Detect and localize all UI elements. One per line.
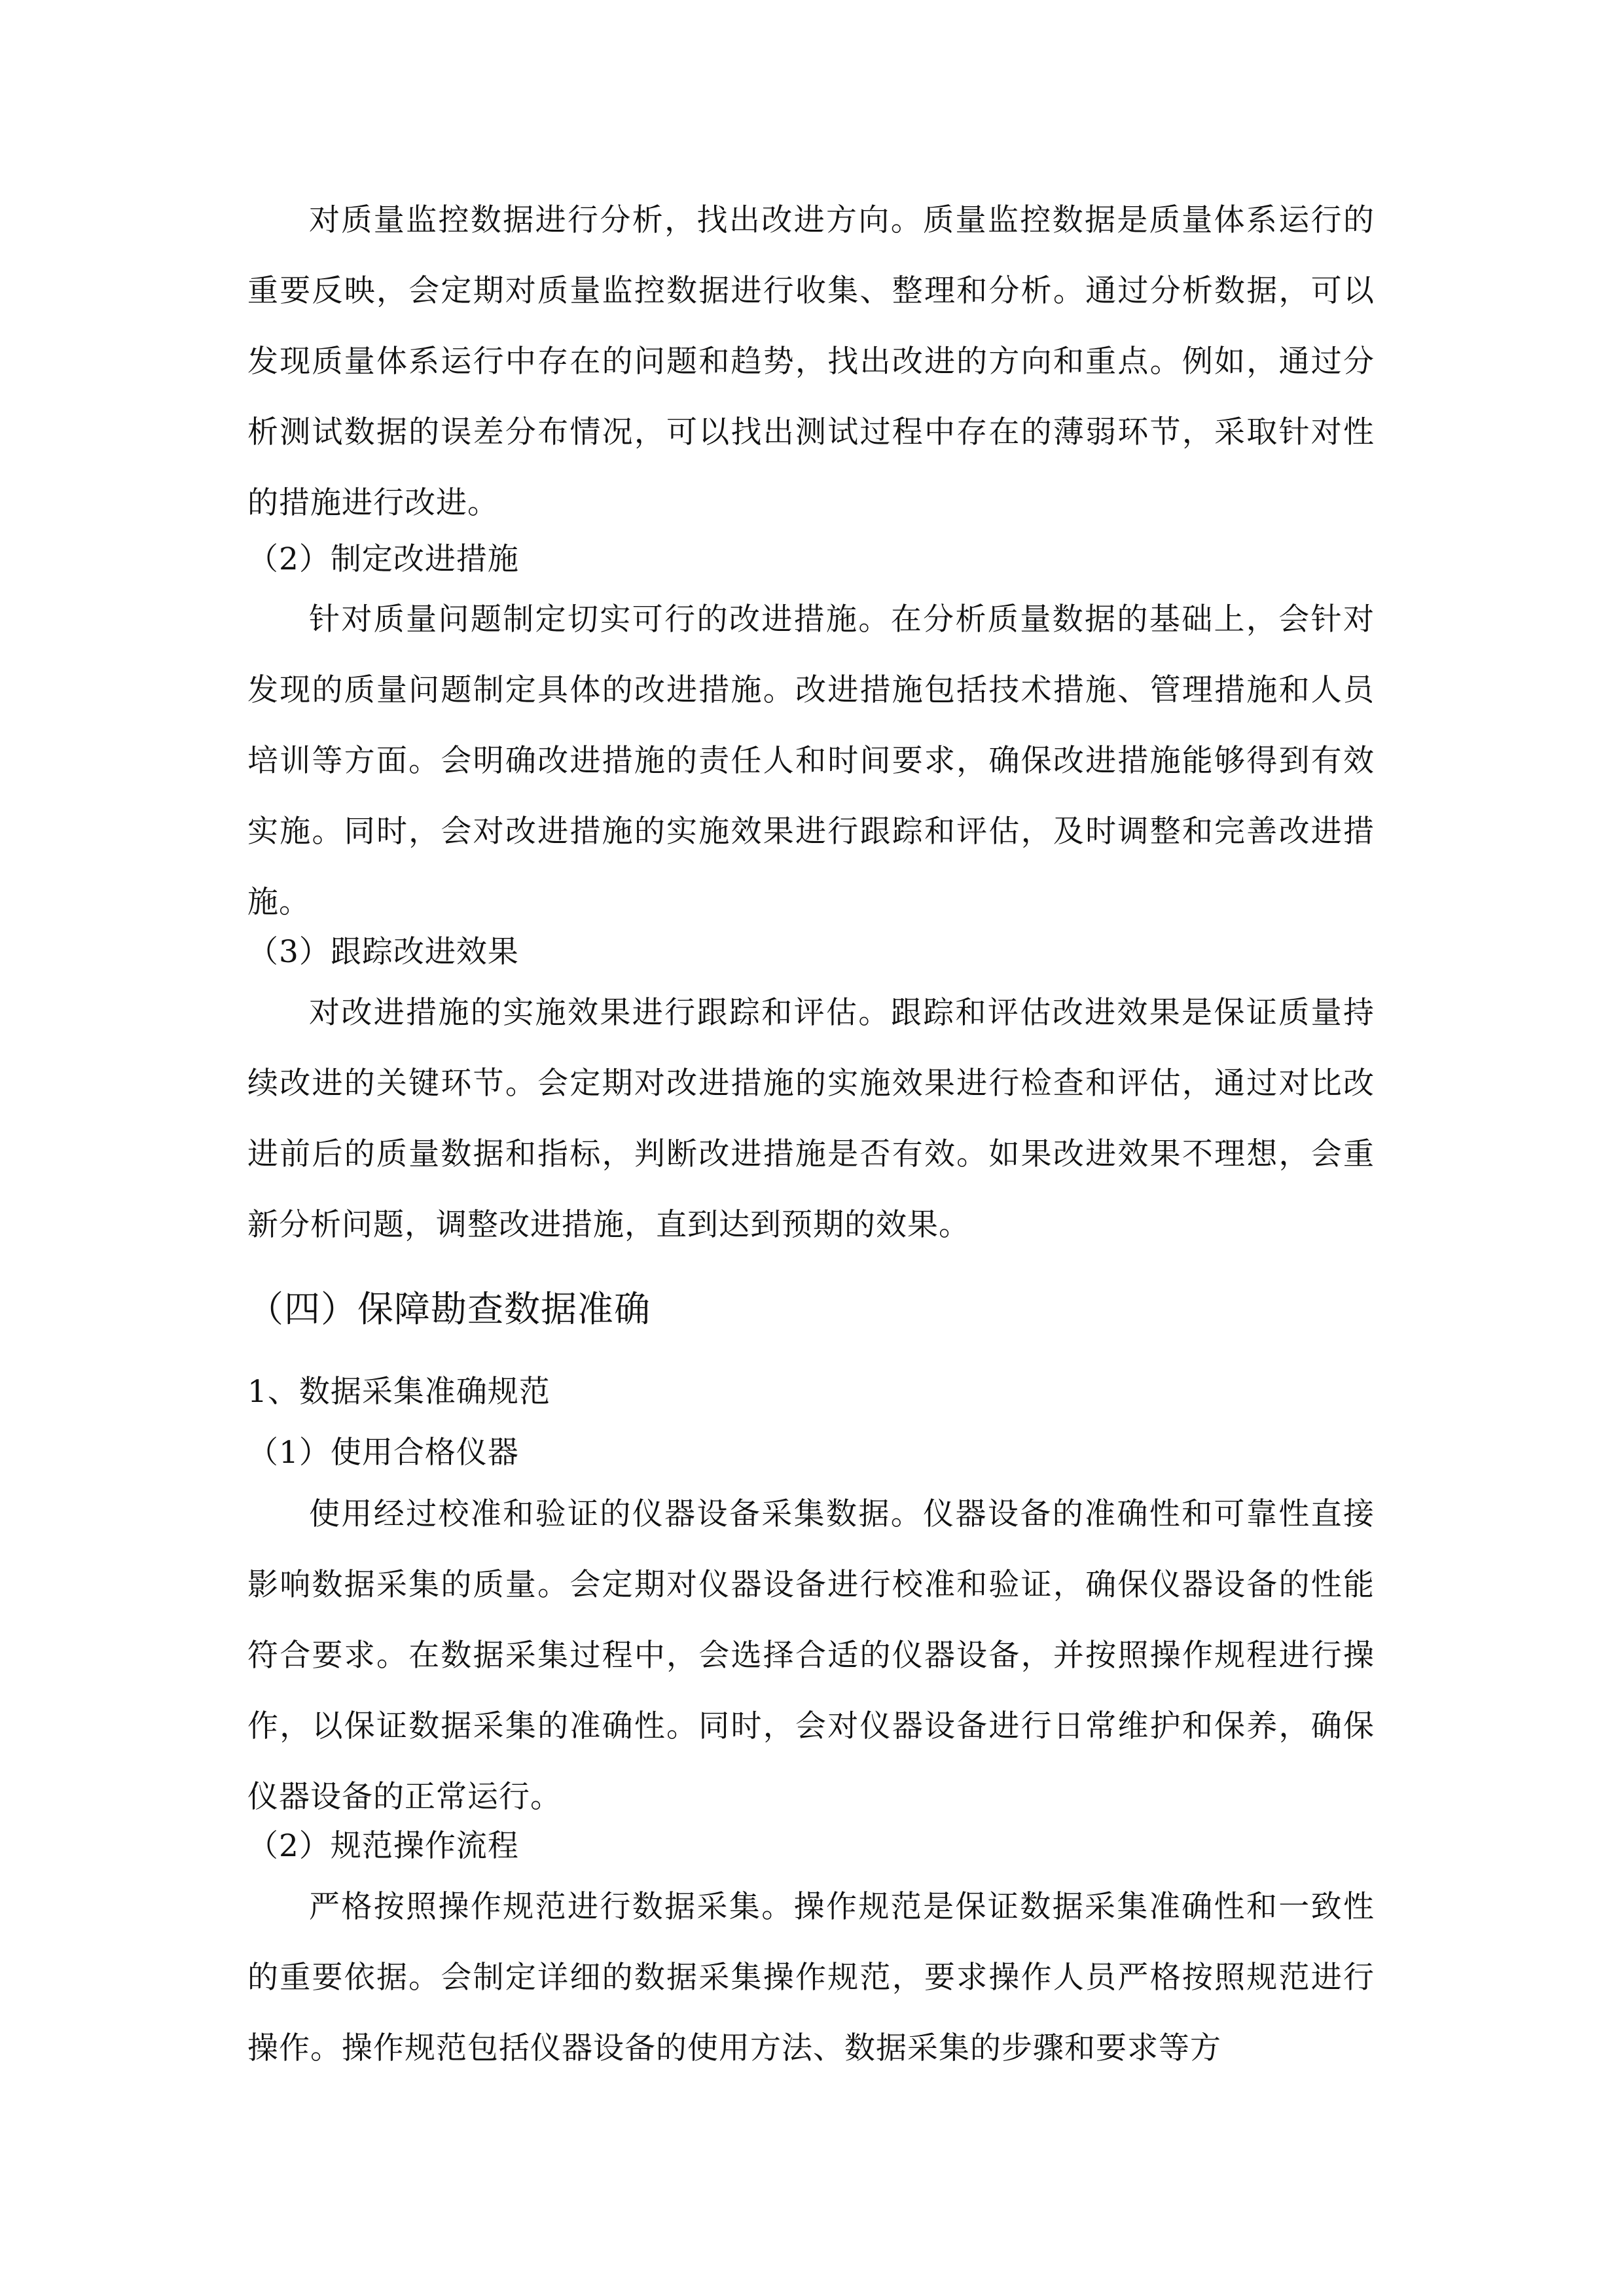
paragraph-quality-data-analysis: 对质量监控数据进行分析，找出改进方向。质量监控数据是质量体系运行的重要反映，会定期对质量监控数据进行收集、整理和分析。通过分析数据，可以发现质量体系运行中存在的问题和趋势，找出改进的方向和重点。例如，通过分析测试数据的误差分布情况，可以找出测试过程中存在的薄弱环节，采取针对性的措施进行改进。 <box>247 202 1375 521</box>
paragraph-track-improvement: 对改进措施的实施效果进行跟踪和评估。跟踪和评估改进效果是保证质量持续改进的关键环节。会定期对改进措施的实施效果进行检查和评估，通过对比改进前后的质量数据和指标，判断改进措施是否有效。如果改进效果不理想，会重新分析问题，调整改进措施，直到达到预期的效果。 <box>247 995 1375 1243</box>
paragraph-qualified-instruments: 使用经过校准和验证的仪器设备采集数据。仪器设备的准确性和可靠性直接影响数据采集的质量。会定期对仪器设备进行校准和验证，确保仪器设备的性能符合要求。在数据采集过程中，会选择合适的仪器设备，并按照操作规程进行操作，以保证数据采集的准确性。同时，会对仪器设备进行日常维护和保养，确保仪器设备的正常运行。 <box>247 1496 1375 1815</box>
subheading-qualified-instruments: （1）使用合格仪器 <box>247 1435 519 1471</box>
section-heading-data-accuracy: （四）保障勘查数据准确 <box>247 1288 651 1330</box>
paragraph-improvement-measures: 针对质量问题制定切实可行的改进措施。在分析质量数据的基础上，会针对发现的质量问题制定具体的改进措施。改进措施包括技术措施、管理措施和人员培训等方面。会明确改进措施的责任人和时间要求，确保改进措施能够得到有效实施。同时，会对改进措施的实施效果进行跟踪和评估，及时调整和完善改进措施。 <box>247 601 1375 920</box>
paragraph-standard-procedures: 严格按照操作规范进行数据采集。操作规范是保证数据采集准确性和一致性的重要依据。会制定详细的数据采集操作规范，要求操作人员严格按照规范进行操作。操作规范包括仪器设备的使用方法、数据采集的步骤和要求等方 <box>247 1889 1375 2066</box>
heading-data-collection: 1、数据采集准确规范 <box>247 1374 550 1410</box>
subheading-standard-procedures: （2）规范操作流程 <box>247 1828 519 1864</box>
subheading-track-improvement: （3）跟踪改进效果 <box>247 934 519 970</box>
subheading-improvement-measures: （2）制定改进措施 <box>247 541 519 577</box>
